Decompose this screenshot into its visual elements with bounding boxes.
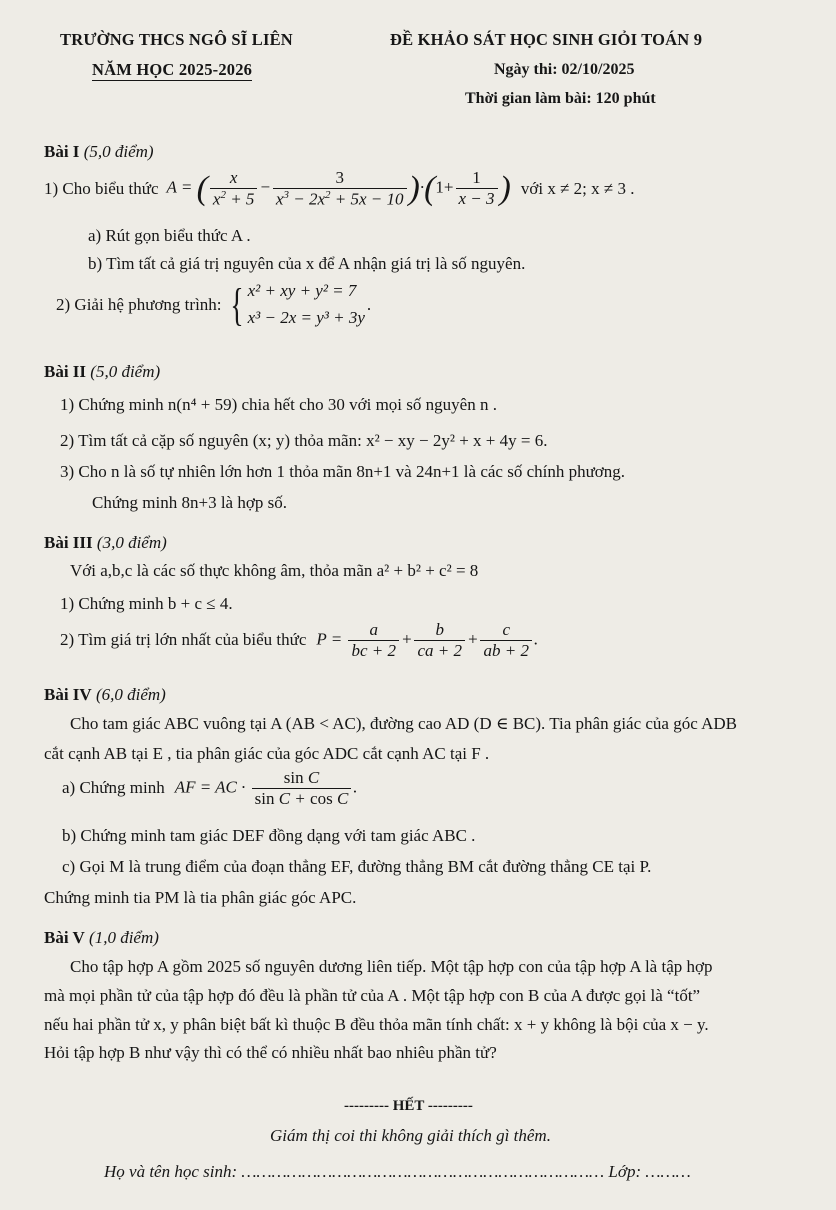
school-name: TRƯỜNG THCS NGÔ SĨ LIÊN <box>60 30 293 49</box>
bai4-qc: c) Gọi M là trung điểm của đoạn thẳng EF, đường thẳng BM cắt đường thẳng CE tại P. <box>62 857 652 876</box>
bai3-intro: Với a,b,c là các số thực không âm, thỏa mãn a² + b² + c² = 8 <box>70 561 479 580</box>
bai3-q1: 1) Chứng minh b + c ≤ 4. <box>60 594 233 613</box>
expression-P: P = $\frac{a}{bc + 2}$ + $\frac{b}{ca + 2}$ + $\frac{c}{ab + 2}$ . <box>316 620 539 660</box>
bai2-q3: 3) Cho n là số tự nhiên lớn hơn 1 thỏa mãn 8n+1 và 24n+1 là các số chính phương. <box>60 462 626 481</box>
bai1-q2-lead: 2) Giải hệ phương trình: <box>56 294 222 314</box>
bai4-qc-claim: Chứng minh tia PM là tia phân giác góc APC. <box>44 888 357 907</box>
section-heading-1: Bài I (5,0 điểm) <box>44 142 154 161</box>
proctor-note: Giám thị coi thi không giải thích gì thêm. <box>270 1126 551 1145</box>
bai5-line-4: Hỏi tập hợp B như vậy thì có thể có nhiều nhất bao nhiêu phần tử? <box>44 1043 497 1062</box>
exam-title: ĐỀ KHẢO SÁT HỌC SINH GIỎI TOÁN 9 <box>390 30 703 49</box>
bai5-line-2: mà mọi phần tử của tập hợp đó đều là phần tử của A . Một tập hợp con B của A được gọi là “tốt” <box>44 986 701 1005</box>
bai1-q1a: a) Rút gọn biểu thức A . <box>88 226 251 245</box>
bai1-q1b: b) Tìm tất cả giá trị nguyên của x để A nhận giá trị là số nguyên. <box>88 254 526 273</box>
bai1-q1-condition: với x ≠ 2; x ≠ 3 . <box>520 178 635 198</box>
section-heading-2: Bài II (5,0 điểm) <box>44 362 161 381</box>
expression-AF: AF = AC · $\frac{\text{sin C}}{\text{sin C + cos C}}$ . <box>174 768 358 808</box>
end-marker: --------- HẾT --------- <box>344 1098 473 1114</box>
bai2-q1: 1) Chứng minh n(n⁴ + 59) chia hết cho 30 với mọi số nguyên n . <box>60 395 497 414</box>
section-heading-5: Bài V (1,0 điểm) <box>44 928 159 947</box>
bai4-qa <box>62 768 358 809</box>
exam-duration: Thời gian làm bài: 120 phút <box>465 90 656 107</box>
bai4-qb: b) Chứng minh tam giác DEF đồng dạng với tam giác ABC . <box>62 826 476 845</box>
student-name-line: Họ và tên học sinh: ……………………………………………………………… Lớp: ……… <box>104 1162 691 1181</box>
bai2-q2: 2) Tìm tất cả cặp số nguyên (x; y) thỏa mãn: x² − xy − 2y² + x + 4y = 6. <box>60 431 548 450</box>
system-eq-1: x² + xy + y² = 7 <box>247 281 357 301</box>
bai3-q2-lead: 2) Tìm giá trị lớn nhất của biểu thức <box>60 630 307 650</box>
expression-A: A = ( $\frac{x}{x^2 + 5}$ − $\frac{3}{x^3 - 2x^2 + 5x - 10}$ )·(1+ $\frac{1}{x - 3}$ ) <box>166 168 511 209</box>
bai4-qa-lead: a) Chứng minh <box>62 778 165 798</box>
bai4-intro-1: Cho tam giác ABC vuông tại A (AB < AC), đường cao AD (D ∈ BC). Tia phân giác của góc ADB <box>70 714 737 733</box>
bai5-line-1: Cho tập hợp A gồm 2025 số nguyên dương liên tiếp. Một tập hợp con của tập hợp A là tập hợp <box>70 957 713 976</box>
bai3-q2 <box>60 620 538 661</box>
section-heading-3: Bài III (3,0 điểm) <box>44 533 167 552</box>
system-eq-2: x³ − 2x = y³ + 3y <box>247 307 365 327</box>
bai1-q1 <box>44 168 634 210</box>
bai1-q2: 2) Giải hệ phương trình: { x² + xy + y² = 7 x³ − 2x = y³ + 3y . <box>56 279 372 330</box>
section-heading-4: Bài IV (6,0 điểm) <box>44 685 166 704</box>
bai5-line-3: nếu hai phần tử x, y phân biệt bất kì thuộc B đều thỏa mãn tính chất: x + y không là bội của x − y. <box>44 1015 709 1034</box>
exam-date: Ngày thi: 02/10/2025 <box>494 61 635 78</box>
school-year: NĂM HỌC 2025-2026 <box>92 60 253 79</box>
bai4-intro-2: cắt cạnh AB tại E , tia phân giác của góc ADC cắt cạnh AC tại F . <box>44 744 490 763</box>
bai2-q3-claim: Chứng minh 8n+3 là hợp số. <box>92 493 287 512</box>
bai1-q1-lead: 1) Cho biểu thức <box>44 178 159 198</box>
